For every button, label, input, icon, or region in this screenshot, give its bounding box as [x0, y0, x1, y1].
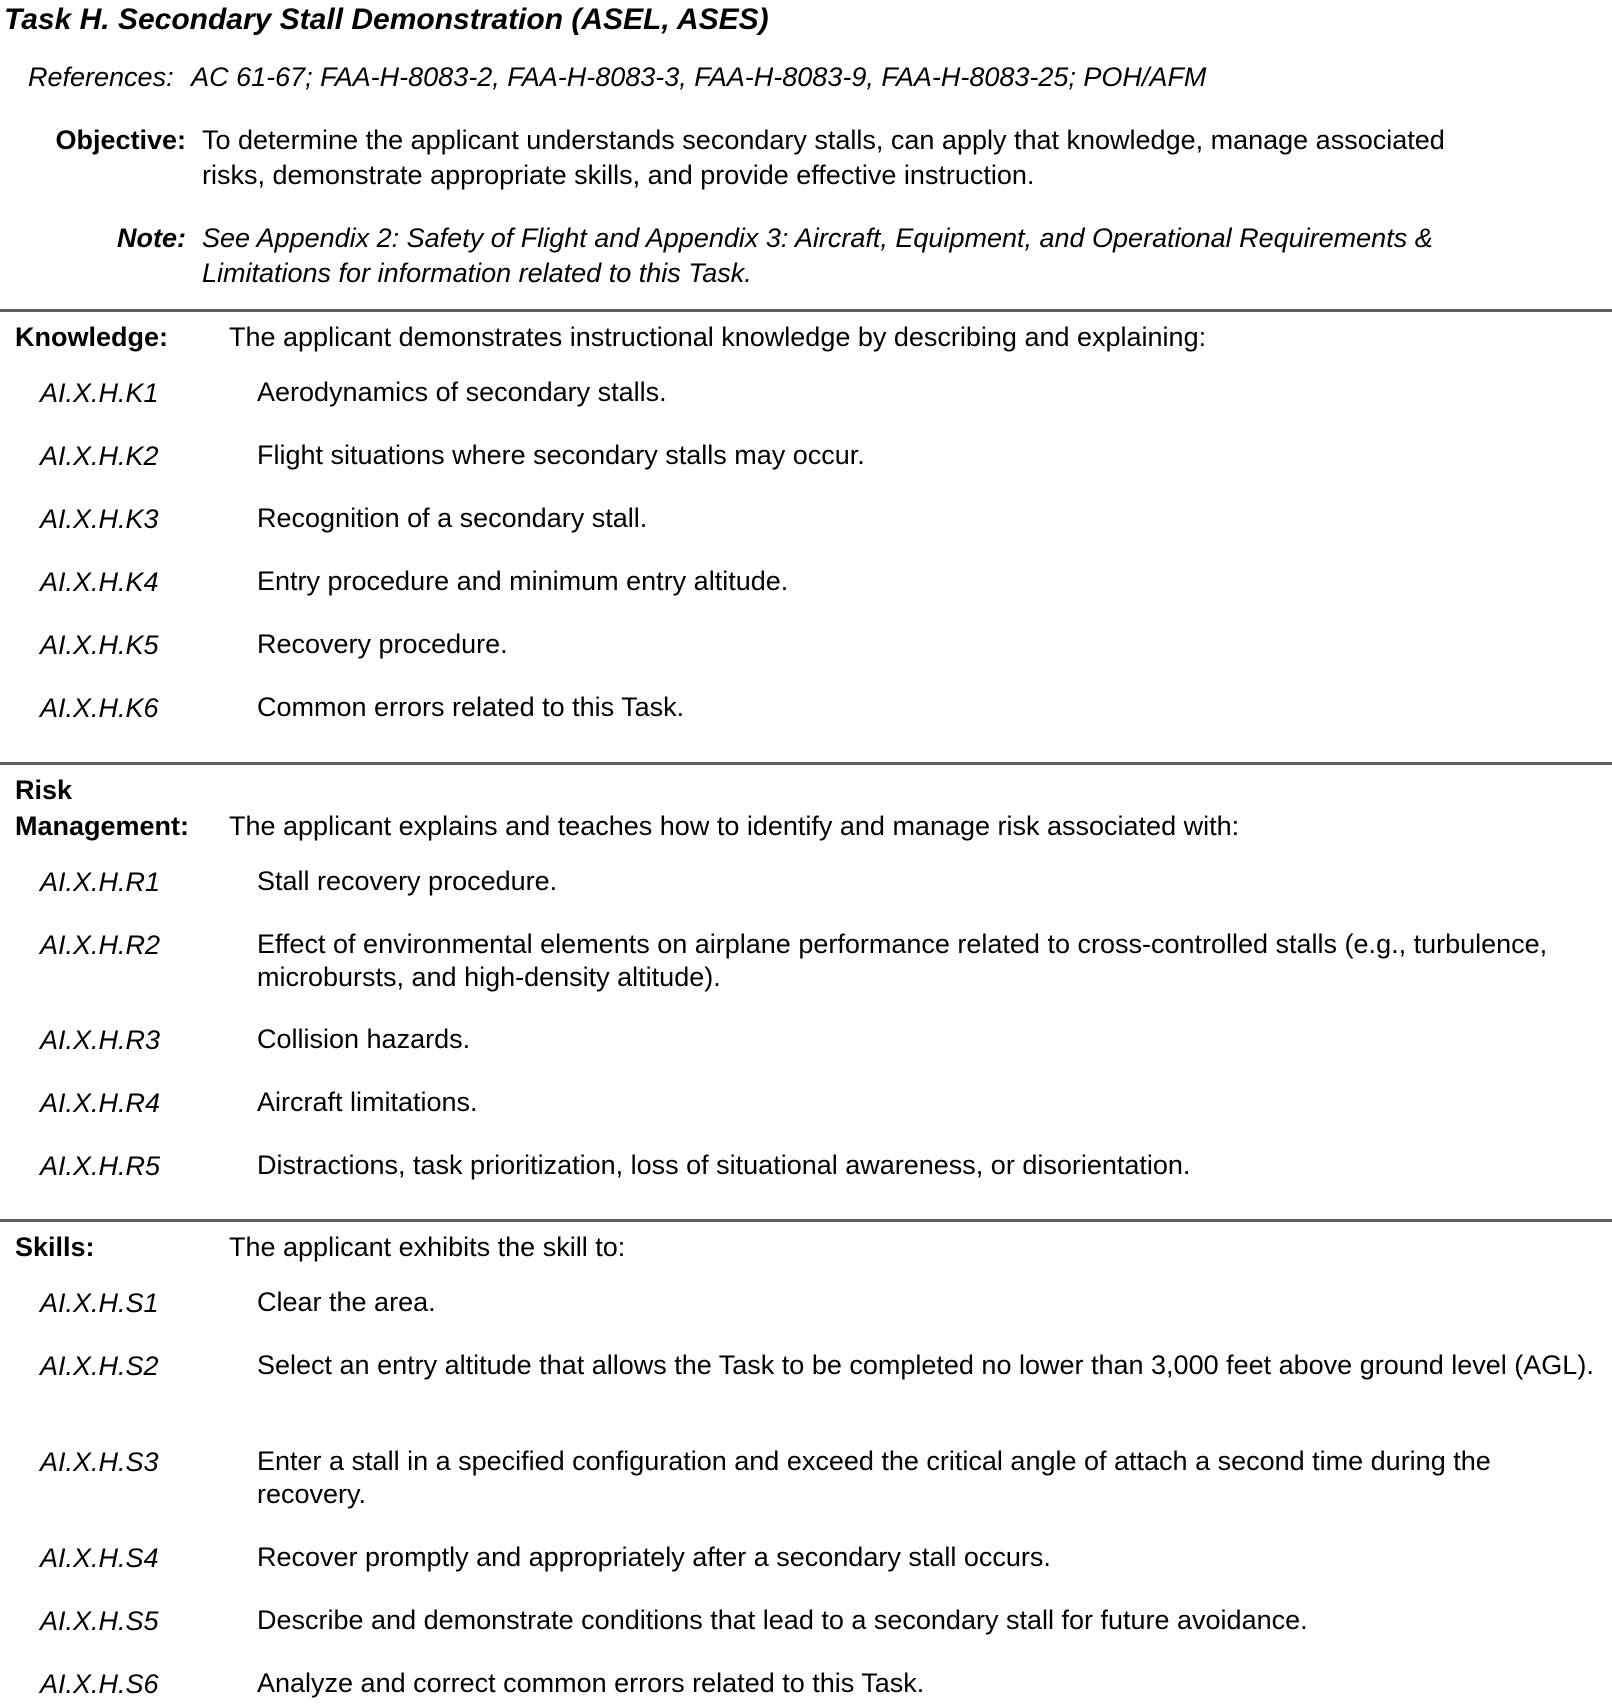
knowledge-item-text: Recovery procedure.: [257, 629, 508, 659]
skills-item-id: AI.X.H.S6: [40, 1669, 159, 1699]
section-divider-skills: [0, 1219, 1612, 1222]
note-line-2: Limitations for information related to this Task.: [202, 258, 752, 288]
objective-line-2: risks, demonstrate appropriate skills, and provide effective instruction.: [202, 160, 1035, 190]
skills-item-id: AI.X.H.S5: [40, 1606, 159, 1636]
skills-item-text: Describe and demonstrate conditions that lead to a secondary stall for future avoidance.: [257, 1605, 1308, 1635]
risk-intro: The applicant explains and teaches how to identify and manage risk associated with:: [229, 811, 1240, 841]
knowledge-item-id: AI.X.H.K2: [40, 441, 159, 471]
knowledge-item-text: Aerodynamics of secondary stalls.: [257, 377, 667, 407]
risk-item-text: Collision hazards.: [257, 1024, 471, 1054]
risk-item-id: AI.X.H.R4: [40, 1088, 161, 1118]
risk-label-line-2: Management:: [15, 811, 190, 841]
skills-item-id: AI.X.H.S1: [40, 1288, 159, 1318]
risk-item-text: Distractions, task prioritization, loss of situational awareness, or disorientation.: [257, 1150, 1191, 1180]
knowledge-item-text: Entry procedure and minimum entry altitude.: [257, 566, 789, 596]
risk-item-text: Stall recovery procedure.: [257, 866, 558, 896]
section-divider-knowledge: [0, 309, 1612, 312]
knowledge-item-id: AI.X.H.K4: [40, 567, 159, 597]
knowledge-item-id: AI.X.H.K5: [40, 630, 159, 660]
risk-item-id: AI.X.H.R5: [40, 1151, 161, 1181]
knowledge-intro: The applicant demonstrates instructional knowledge by describing and explaining:: [229, 322, 1207, 352]
skills-item-text: Clear the area.: [257, 1287, 436, 1317]
knowledge-label: Knowledge:: [15, 322, 168, 352]
knowledge-item-id: AI.X.H.K1: [40, 378, 159, 408]
skills-item-id: AI.X.H.S3: [40, 1447, 159, 1477]
skills-item-text: Recover promptly and appropriately after a secondary stall occurs.: [257, 1542, 1051, 1572]
knowledge-item-id: AI.X.H.K6: [40, 693, 159, 723]
skills-item-text: Select an entry altitude that allows the Task to be completed no lower than 3,000 feet above ground level (AGL).: [257, 1350, 1594, 1380]
skills-item-id: AI.X.H.S2: [40, 1351, 159, 1381]
risk-item-text: Effect of environmental elements on airplane performance related to cross-controlled stalls (e.g., turbulence, microbursts, and high-density altitude).: [257, 929, 1548, 992]
risk-item-id: AI.X.H.R2: [40, 930, 161, 960]
note-label: Note:: [117, 223, 186, 253]
skills-item-text: Enter a stall in a specified configuration and exceed the critical angle of attach a second time during the recovery.: [257, 1446, 1491, 1509]
skills-intro: The applicant exhibits the skill to:: [229, 1232, 626, 1262]
objective-line-1: To determine the applicant understands secondary stalls, can apply that knowledge, manage associated: [202, 125, 1445, 155]
references-line: [28, 60, 1206, 94]
references-label: References:: [28, 62, 174, 92]
objective-label: Objective:: [55, 125, 186, 155]
knowledge-item-id: AI.X.H.K3: [40, 504, 159, 534]
section-divider-risk: [0, 762, 1612, 765]
knowledge-item-text: Common errors related to this Task.: [257, 692, 685, 722]
task-title: Task H. Secondary Stall Demonstration (ASEL, ASES): [4, 3, 769, 36]
knowledge-item-text: Flight situations where secondary stalls may occur.: [257, 440, 865, 470]
skills-item-text: Analyze and correct common errors related to this Task.: [257, 1668, 925, 1698]
references-text: AC 61-67; FAA-H-8083-2, FAA-H-8083-3, FAA-H-8083-9, FAA-H-8083-25; POH/AFM: [191, 62, 1207, 92]
risk-item-id: AI.X.H.R1: [40, 867, 161, 897]
knowledge-item-text: Recognition of a secondary stall.: [257, 503, 648, 533]
note-line-1: See Appendix 2: Safety of Flight and Appendix 3: Aircraft, Equipment, and Operational Requirements &: [202, 223, 1433, 253]
risk-item-text: Aircraft limitations.: [257, 1087, 478, 1117]
risk-item-id: AI.X.H.R3: [40, 1025, 161, 1055]
risk-label-line-1: Risk: [15, 775, 73, 805]
skills-item-id: AI.X.H.S4: [40, 1543, 159, 1573]
skills-label: Skills:: [15, 1232, 95, 1262]
